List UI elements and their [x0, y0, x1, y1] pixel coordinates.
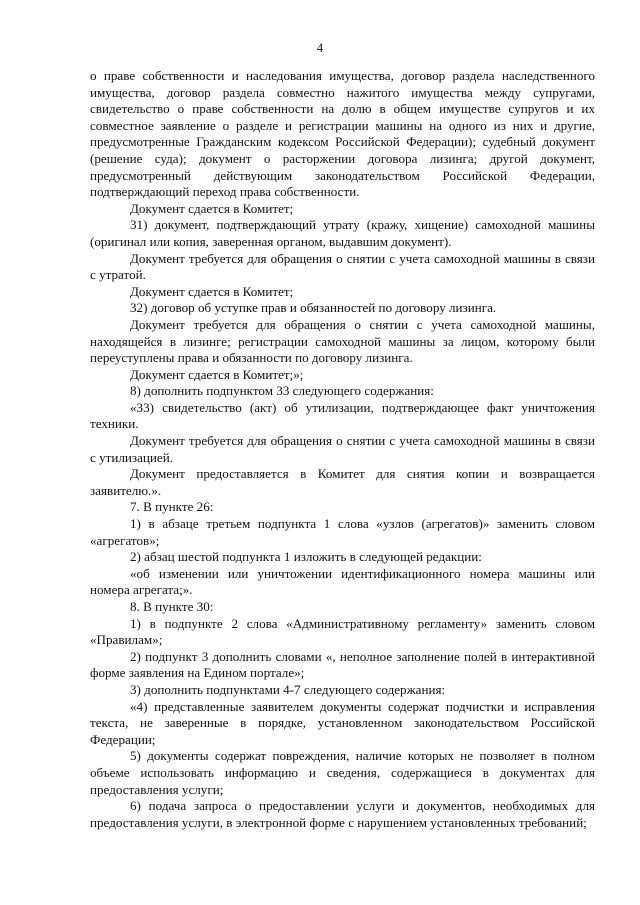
paragraph: «33) свидетельство (акт) об утилизации, подтверждающее факт уничтожения техники.: [90, 399, 595, 432]
paragraph: 1) в абзаце третьем подпункта 1 слова «узлов (агрегатов)» заменить словом «агрегатов»;: [90, 516, 595, 548]
paragraph: 31) документ, подтверждающий утрату (кражу, хищение) самоходной машины (оригинал или копия, заверенная органом, выдавшим документ).: [90, 217, 595, 249]
paragraph: «об изменении или уничтожении идентификационного номера машины или номера агрегата;».: [90, 565, 595, 598]
page-number: 4: [316, 41, 324, 55]
paragraph: Документ предоставляется в Комитет для снятия копии и возвращается заявителю.».: [90, 466, 595, 498]
document-body: [90, 68, 595, 831]
paragraph: 5) документы содержат повреждения, наличие которых не позволяет в полном объеме использовать информацию и сведения, содержащиеся в документах для предоставления услуги;: [90, 748, 595, 797]
paragraph: 6) подача запроса о предоставлении услуги и документов, необходимых для предоставления услуги, в электронной форме с нарушением установленных требований;: [90, 798, 595, 830]
paragraph: Документ требуется для обращения о снятии с учета самоходной машины в связи с утилизацией.: [90, 433, 595, 465]
paragraph: «4) представленные заявителем документы содержат подчистки и исправления текста, не заверенные в порядке, установленном законодательством Российской Федерации;: [90, 698, 595, 747]
paragraph: 1) в подпункте 2 слова «Административному регламенту» заменить словом «Правилам»;: [90, 615, 595, 648]
paragraph: Документ сдается в Комитет;: [130, 283, 294, 299]
paragraph: о праве собственности и наследования имущества, договор раздела наследственного имущества, договор раздела совместно нажитого имущества между супругами, свидетельство о праве собственности на долю в общем имуществе супругов и их совместное заявление о разделе и регистрации машины на одного из них и другие, предусмотренные Гражданским кодексом Российской Федерации); судебный документ (решение суда); документ о расторжении договора лизинга; другой документ, предусмотренный действующим законодательством Российской Федерации, подтверждающий переход права собственности.: [90, 68, 595, 200]
paragraph: 2) абзац шестой подпункта 1 изложить в следующей редакции:: [130, 549, 482, 565]
paragraph: 2) подпункт 3 дополнить словами «, неполное заполнение полей в интерактивной форме заявления на Едином портале»;: [90, 648, 595, 681]
paragraph: 32) договор об уступке прав и обязанностей по договору лизинга.: [130, 300, 497, 316]
paragraph: 3) дополнить подпунктами 4-7 следующего содержания:: [130, 681, 446, 697]
paragraph: Документ сдается в Комитет;»;: [130, 366, 304, 382]
paragraph: Документ требуется для обращения о снятии с учета самоходной машины, находящейся в лизинге; регистрации самоходной машины за лицом, которому были переуступлены права и обязанности по договору лизинга.: [90, 316, 595, 366]
paragraph: 8. В пункте 30:: [130, 599, 214, 614]
paragraph: 8) дополнить подпунктом 33 следующего содержания:: [130, 383, 434, 399]
paragraph: Документ требуется для обращения о снятии с учета самоходной машины в связи с утратой.: [90, 250, 595, 283]
paragraph: Документ сдается в Комитет;: [130, 200, 294, 216]
paragraph: 7. В пункте 26:: [130, 499, 214, 515]
